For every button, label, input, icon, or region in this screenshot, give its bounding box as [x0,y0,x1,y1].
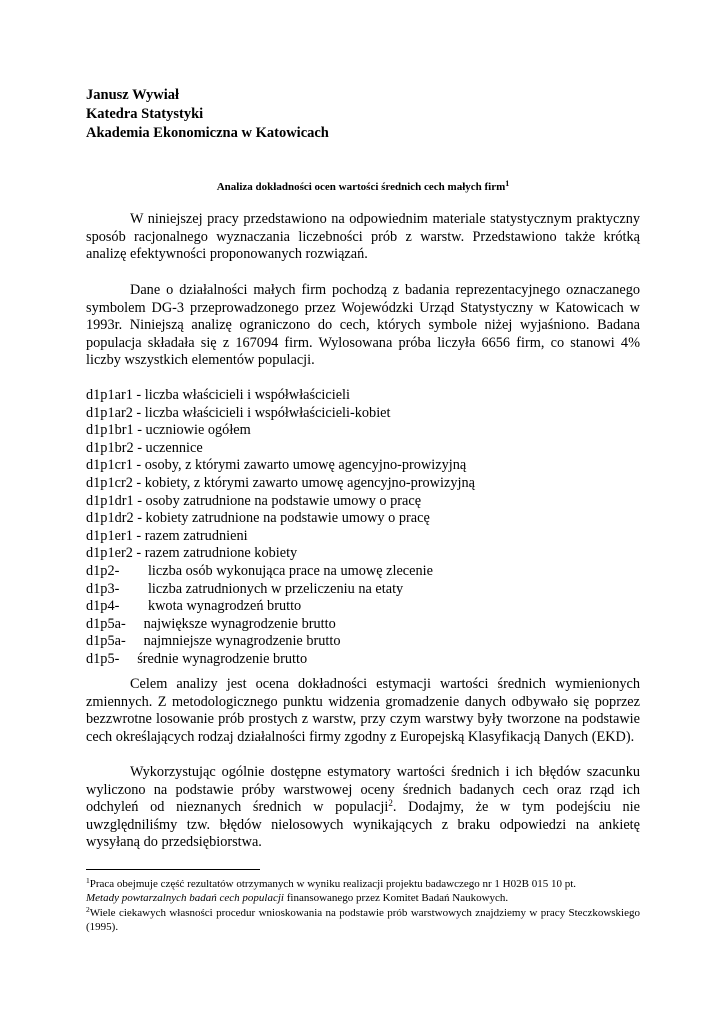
variable-item: d1p1er1 - razem zatrudnieni [86,527,248,544]
paper-title-text: Analiza dokładności ocen wartości średnich cech małych firm [216,181,506,193]
variable-item: d1p1er2 - razem zatrudnione kobiety [86,545,298,562]
variable-list [86,387,475,669]
author-block [86,86,329,143]
variable-item: d1p1ar2 - liczba właścicieli i współwłaścicieli-kobiet [86,404,391,421]
footnote-1-tail: finansowanego przez Komitet Badań Naukowych. [283,891,509,904]
footnote-2-mark: 2 [86,905,90,914]
footnote-1-text: Praca obejmuje część rezultatów otrzymanych w wyniku realizacji projektu badawczego nr 1 H02B 015 10 pt. [89,878,577,890]
variable-item: d1p5- średnie wynagrodzenie brutto [86,650,308,667]
variable-item: d1p3- liczba zatrudnionych w przeliczeniu na etaty [86,580,404,597]
paragraph-estimators [86,764,640,852]
title-footnote-mark[interactable]: 1 [505,179,510,188]
footnote-ref-2[interactable]: 2 [388,798,393,809]
footnote-2-text: Wiele ciekawych własności procedur wnioskowania na podstawie prób warstwowych znajdziemy w pracy Steczkowskiego (1995). [86,907,640,933]
paragraph-estimators-text: Wykorzystując ogólnie dostępne estymatory wartości średnich i ich błędów szacunku wyliczono na podstawie próby warstwowej oceny średnich badanych cech oraz rząd ich odchyleń od nieznanych średnich w populacji [86,764,640,816]
paragraph-data-description: Dane o działalności małych firm pochodzą z badania reprezentacyjnego oznaczanego symbolem DG-3 przeprowadzonego przez Wojewódzki Urząd Statystyczny w Katowicach w 1993r. Niniejszą analizę ograniczono do cech, których symbole niżej wyjaśniono. Badana populacja składała się z 167094 firm. Wylosowana próba liczyła 6656 firm, co stanowi 4% liczby wszystkich elementów populacji. [86,282,640,369]
variable-item: d1p2- liczba osób wykonująca prace na umowę zlecenie [86,562,433,579]
author-institution: Akademia Ekonomiczna w Katowicach [86,125,329,141]
footnote-2 [86,907,640,934]
footnote-1-project-title: Metady powtarzalnych badań cech populacji [86,891,284,904]
variable-item: d1p1dr2 - kobiety zatrudnione na podstawie umowy o pracę [86,510,430,527]
footnote-separator [86,869,260,870]
variable-item: d1p1dr1 - osoby zatrudnione na podstawie umowy o pracę [86,492,422,509]
variable-item: d1p1br1 - uczniowie ogółem [86,422,251,439]
paper-title [86,180,640,194]
paragraph-estimators-text-end: . Dodajmy, że w tym podejściu nie uwzględniliśmy tzw. błędów nielosowych wynikających z braku odpowiedzi na ankietę wysyłaną do przedsiębiorstwa. [86,799,641,851]
footnote-1-mark: 1 [86,876,90,885]
author-department: Katedra Statystyki [86,106,204,122]
variable-item: d1p1br2 - uczennice [86,439,203,456]
variable-item: d1p1ar1 - liczba właścicieli i współwłaścicieli [86,387,351,403]
variable-item: d1p1cr1 - osoby, z którymi zawarto umowę agencyjno-prowizyjną [86,457,467,474]
paragraph-analysis-goal: Celem analizy jest ocena dokładności estymacji wartości średnich wymienionych zmiennych. Z metodologicznego punktu widzenia gromadzenie danych odbywało się poprzez bezzwrotne losowanie prób prostych z warstw, przy czym warstwy były tworzone na podstawie cech określających rodzaj działalności firmy zgodny z Europejską Klasyfikacją Danych (EKD). [86,676,640,745]
variable-item: d1p1cr2 - kobiety, z którymi zawarto umowę agencyjno-prowizyjną [86,474,475,491]
author-name: Janusz Wywiał [86,87,180,103]
paragraph-intro: W niniejszej pracy przedstawiono na odpowiednim materiale statystycznym praktyczny sposób racjonalnego wyznaczania liczebności prób z warstw. Przedstawiono także krótką analizę efektywności proponowanych rozwiązań. [86,211,640,263]
variable-item: d1p4- kwota wynagrodzeń brutto [86,598,302,615]
variable-item: d1p5a- największe wynagrodzenie brutto [86,615,336,632]
footnote-1 [86,878,640,905]
variable-item: d1p5a- najmniejsze wynagrodzenie brutto [86,633,341,650]
